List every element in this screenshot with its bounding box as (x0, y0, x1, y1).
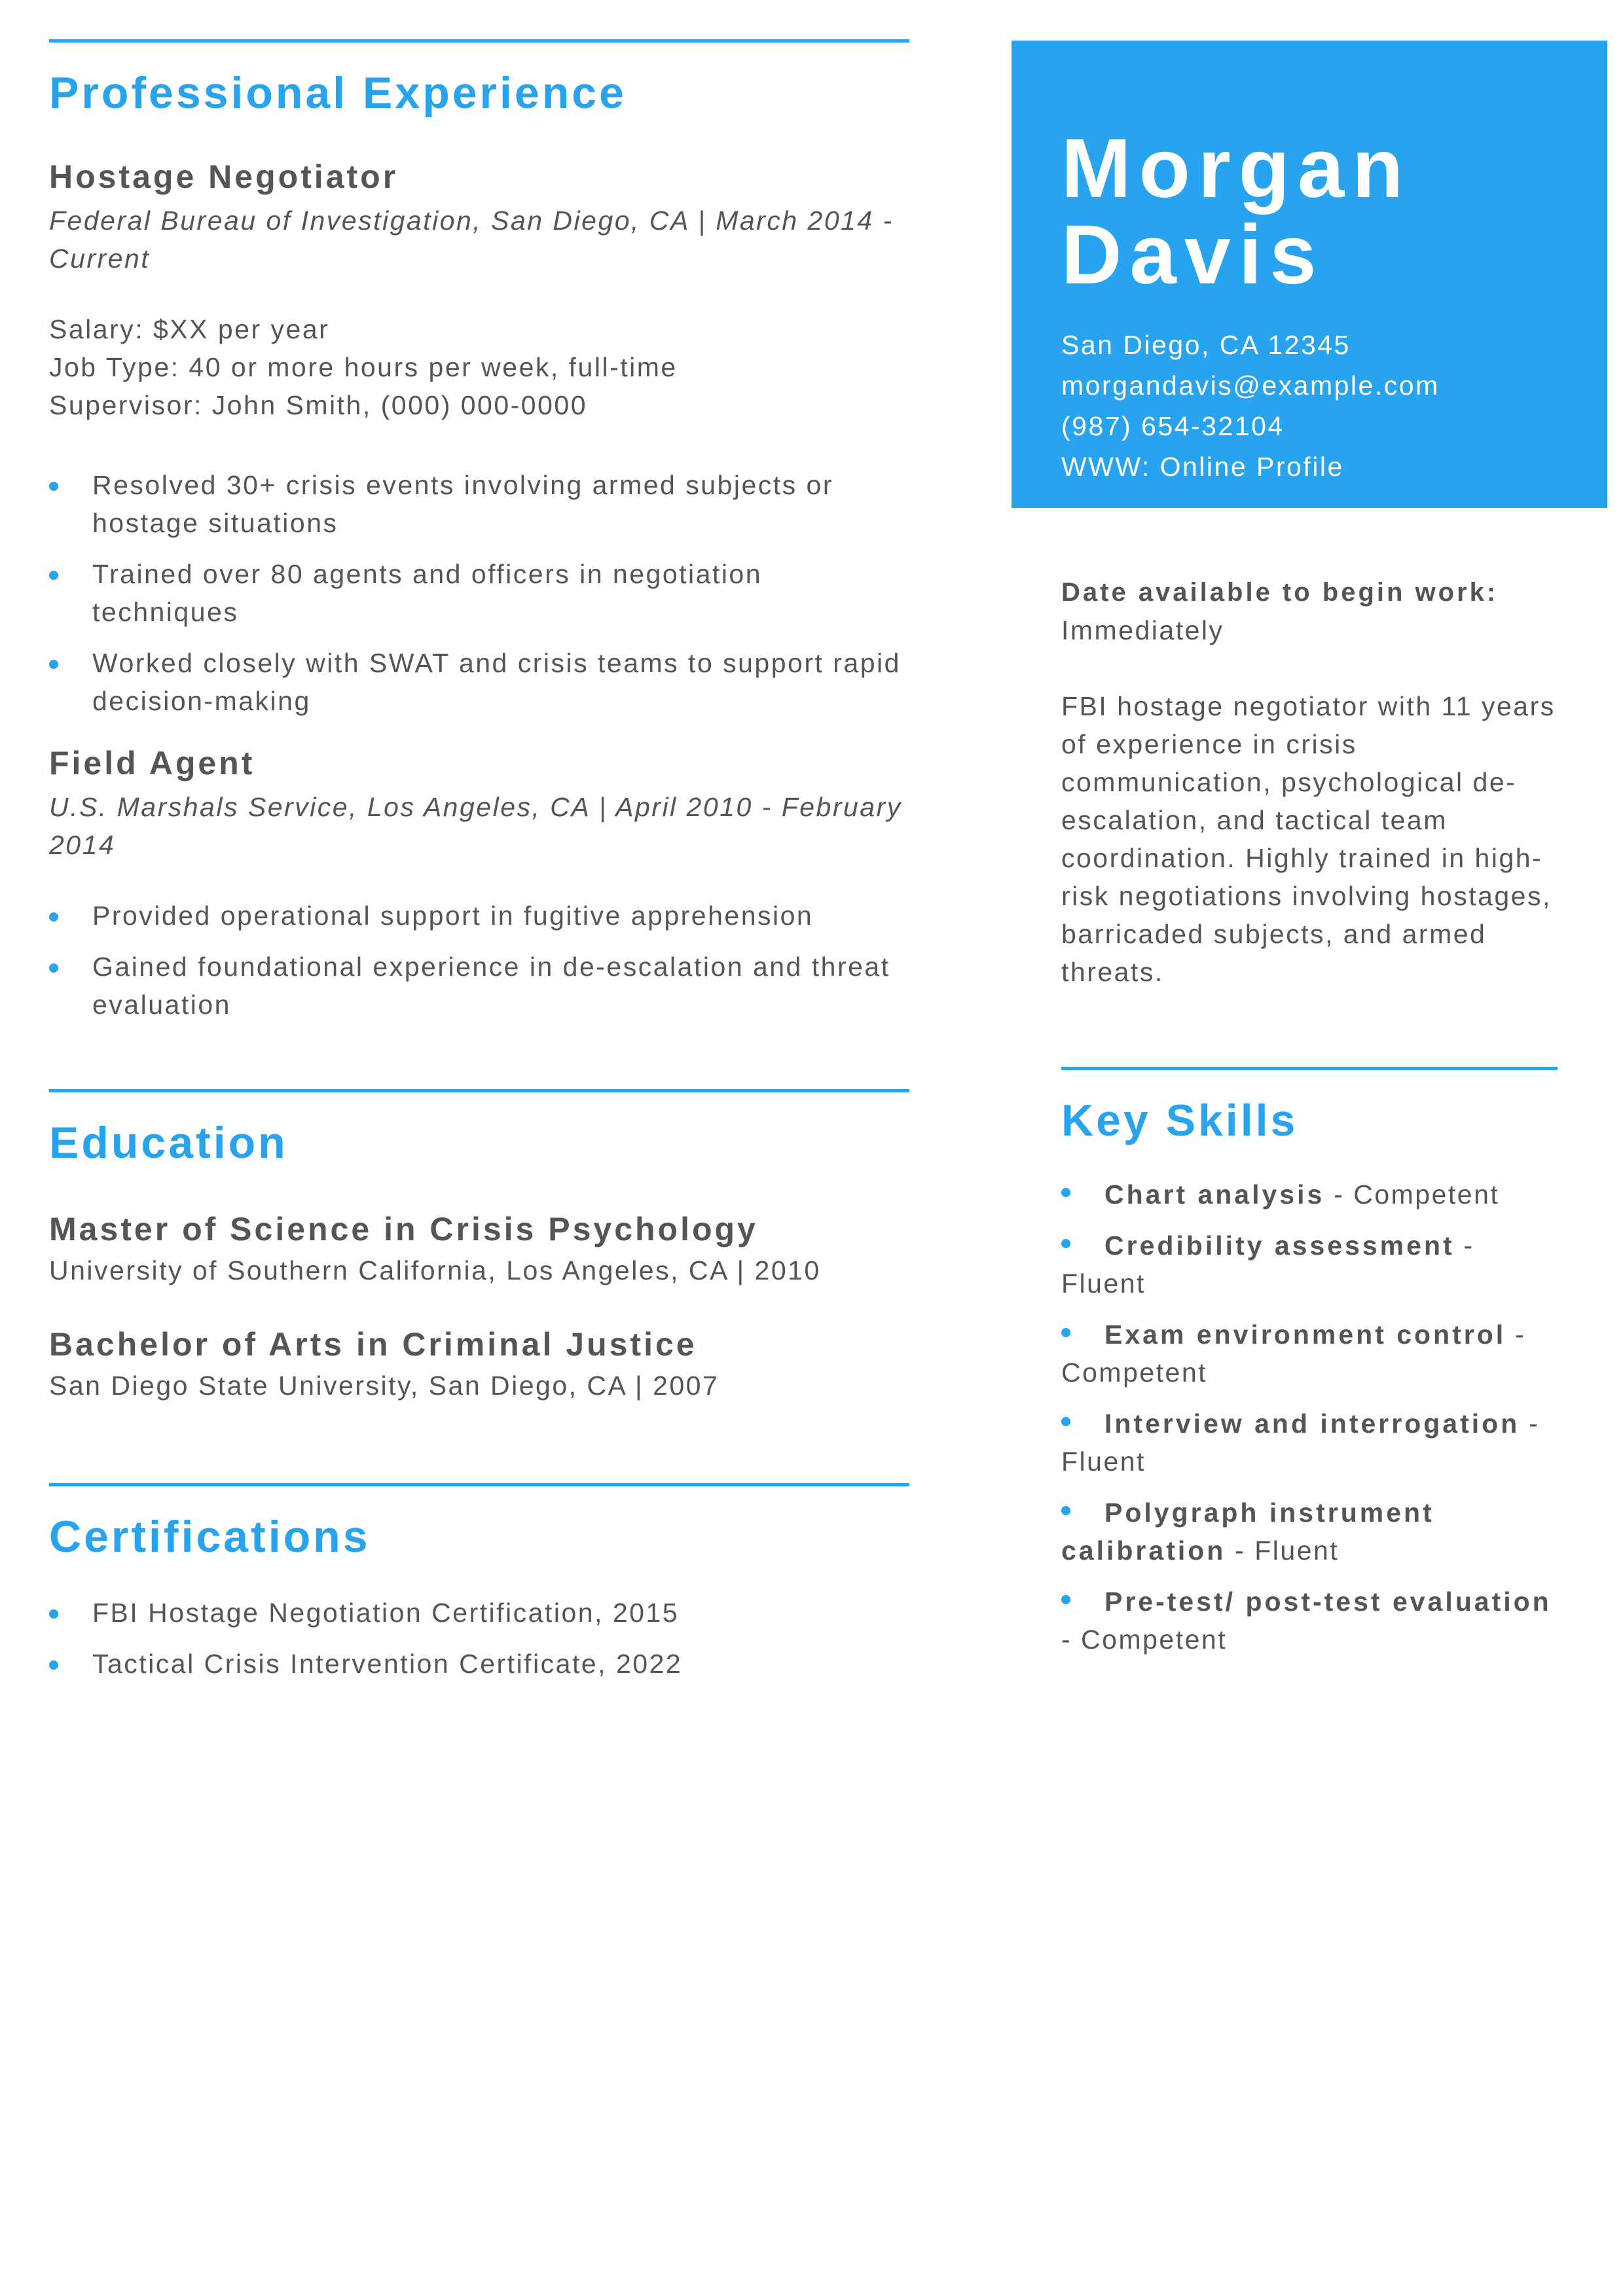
header-box (1012, 41, 1607, 508)
skills-heading: Key Skills (1061, 1096, 1298, 1145)
list-item: Interview and interrogation - Fluent (1061, 1408, 1540, 1477)
section-rule (49, 1089, 909, 1092)
availability-value: Immediately (1061, 615, 1224, 645)
degree: Master of Science in Crisis Psychology (49, 1210, 758, 1247)
bullet-icon (1061, 1239, 1070, 1248)
left-column (49, 39, 909, 1696)
bullet-icon (1061, 1188, 1070, 1197)
skill-name: Credibility assessment (1104, 1230, 1455, 1261)
job-bullets (49, 466, 909, 720)
degree: Bachelor of Arts in Criminal Justice (49, 1325, 697, 1363)
list-item: Resolved 30+ crisis events involving armed subjects or hostage situations (49, 466, 909, 542)
skills-list (1061, 1175, 1559, 1659)
list-item: Chart analysis - Competent (1061, 1175, 1559, 1213)
skill-name: Chart analysis (1104, 1179, 1325, 1210)
job-dates: April 2010 - February 2014 (49, 791, 902, 860)
skill-level: Competent (1081, 1624, 1228, 1655)
education-heading: Education (49, 1117, 288, 1168)
website-link[interactable]: WWW: Online Profile (1061, 452, 1344, 482)
job-title: Field Agent (49, 744, 255, 781)
bullet-icon (1061, 1417, 1070, 1426)
right-column (1012, 41, 1607, 1672)
job-dates: March 2014 - Current (49, 205, 894, 274)
list-item: Provided operational support in fugitive apprehension (49, 897, 909, 935)
list-item: Worked closely with SWAT and crisis teams to support rapid decision-making (49, 644, 909, 720)
employer: U.S. Marshals Service (49, 791, 350, 822)
section-rule (1061, 1067, 1558, 1070)
education-entry (49, 1210, 909, 1289)
job-meta: Federal Bureau of Investigation, San Diego, CA | March 2014 - Current (49, 205, 894, 274)
list-item: Gained foundational experience in de-escalation and threat evaluation (49, 948, 909, 1024)
list-item: Pre-test/ post-test evaluation - Competent (1061, 1586, 1552, 1655)
employer: Federal Bureau of Investigation (49, 205, 473, 236)
skill-level: Competent (1061, 1357, 1208, 1388)
list-item: FBI Hostage Negotiation Certification, 2015 (49, 1594, 909, 1632)
availability-label: Date available to begin work: (1061, 578, 1499, 607)
education-entry (49, 1325, 909, 1405)
certifications-heading: Certifications (49, 1511, 371, 1562)
contact-info (1061, 325, 1588, 487)
skill-level: Fluent (1061, 1268, 1146, 1299)
list-item: Exam environment control - Competent (1061, 1319, 1526, 1388)
skill-name: Exam environment control (1104, 1319, 1506, 1350)
skill-name: Interview and interrogation (1104, 1408, 1520, 1439)
availability (1061, 573, 1607, 649)
job-title: Hostage Negotiator (49, 158, 399, 195)
job-bullets (49, 897, 909, 1024)
address: San Diego, CA 12345 (1061, 330, 1351, 360)
skill-level: Fluent (1254, 1535, 1340, 1566)
bullet-icon (1061, 1506, 1070, 1515)
skill-level: Competent (1353, 1179, 1500, 1210)
job-entry (49, 157, 909, 720)
summary: FBI hostage negotiator with 11 years of experience in crisis communication, psychological de-escalation, and tactical team coordination. Highly trained in high-risk negotiations involving hostages, barricaded subjects, and armed threats. (1061, 691, 1556, 987)
school: University of Southern California, Los Angeles, CA | 2010 (49, 1255, 821, 1285)
job-meta: U.S. Marshals Service, Los Angeles, CA | April 2010 - February 2014 (49, 791, 902, 860)
last-name: Davis (1061, 208, 1324, 302)
section-rule (49, 39, 909, 43)
list-item: Polygraph instrument calibration - Fluent (1061, 1497, 1434, 1566)
skill-name: Polygraph instrument calibration (1061, 1497, 1434, 1566)
list-item: Credibility assessment - Fluent (1061, 1230, 1474, 1299)
skill-level: Fluent (1061, 1446, 1146, 1477)
phone: (987) 654-32104 (1061, 411, 1285, 441)
job-location: Los Angeles, CA (367, 791, 590, 822)
skill-name: Pre-test/ post-test evaluation (1104, 1586, 1552, 1617)
list-item: Tactical Crisis Intervention Certificate, 2022 (49, 1645, 909, 1683)
job-details (49, 310, 909, 424)
certifications-list (49, 1594, 909, 1683)
salary-line: Salary: $XX per year (49, 314, 330, 344)
bullet-icon (1061, 1328, 1070, 1337)
experience-heading: Professional Experience (49, 68, 627, 118)
bullet-icon (1061, 1595, 1070, 1604)
job-type-line: Job Type: 40 or more hours per week, full-time (49, 351, 678, 382)
email-link[interactable]: morgandavis@example.com (1061, 370, 1440, 401)
school: San Diego State University, San Diego, CA | 2007 (49, 1370, 720, 1401)
list-item: Trained over 80 agents and officers in negotiation techniques (49, 555, 909, 631)
right-content (1012, 573, 1607, 1659)
first-name: Morgan (1061, 122, 1412, 215)
job-location: San Diego, CA (491, 205, 689, 236)
section-rule (49, 1483, 909, 1486)
supervisor-line: Supervisor: John Smith, (000) 000-0000 (49, 389, 588, 420)
job-entry (49, 744, 909, 1024)
